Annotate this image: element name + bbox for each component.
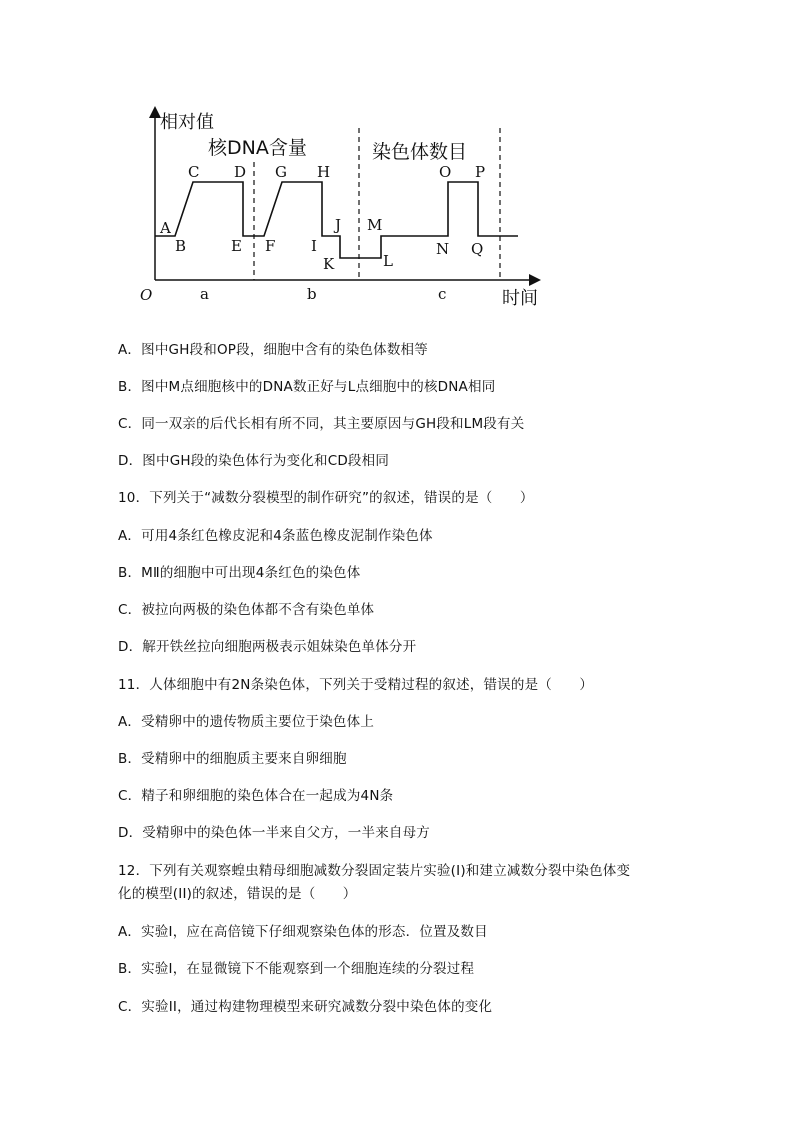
q11-option-b: B．受精卵中的细胞质主要来自卵细胞 [118, 751, 347, 767]
q10-option-a: A．可用4条红色橡皮泥和4条蓝色橡皮泥制作染色体 [118, 528, 433, 544]
question-12-line-1: 12．下列有关观察蝗虫精母细胞减数分裂固定装片实验(I)和建立减数分裂中染色体变 [118, 863, 631, 879]
point-label: A [160, 219, 171, 237]
point-label: I [311, 237, 317, 255]
option-c: C．同一双亲的后代长相有所不同，其主要原因与GH段和LM段有关 [118, 416, 525, 432]
q11-option-a: A．受精卵中的遗传物质主要位于染色体上 [118, 714, 375, 730]
option-b: B．图中M点细胞核中的DNA数正好与L点细胞中的核DNA相同 [118, 379, 496, 395]
question-10: 10．下列关于“减数分裂模型的制作研究”的叙述，错误的是（ ） [118, 490, 534, 506]
q12-option-b: B．实验I，在显微镜下不能观察到一个细胞连续的分裂过程 [118, 961, 475, 977]
option-d: D．图中GH段的染色体行为变化和CD段相同 [118, 453, 390, 469]
graph-svg [130, 100, 550, 315]
question-12-line-2: 化的模型(II)的叙述，错误的是（ ） [118, 886, 357, 902]
point-label: F [265, 237, 276, 255]
point-label: N [436, 240, 450, 258]
point-label: C [188, 163, 200, 181]
phase-label-a: a [200, 285, 209, 303]
y-axis-label: 相对值 [160, 112, 214, 133]
origin-label: O [140, 286, 153, 304]
x-axis-label: 时间 [502, 288, 538, 309]
section-label-dna: 核DNA含量 [208, 137, 307, 159]
question-11: 11．人体细胞中有2N条染色体，下列关于受精过程的叙述，错误的是（ ） [118, 677, 594, 693]
phase-label-c: c [438, 285, 447, 303]
point-label: P [475, 163, 486, 181]
phase-label-b: b [307, 285, 317, 303]
point-label: L [383, 252, 393, 270]
q11-option-d: D．受精卵中的染色体一半来自父方，一半来自母方 [118, 825, 430, 841]
point-label: B [175, 237, 187, 255]
point-label: M [367, 216, 383, 234]
q12-option-c: C．实验II，通过构建物理模型来研究减数分裂中染色体的变化 [118, 999, 493, 1015]
q10-option-d: D．解开铁丝拉向细胞两极表示姐妹染色单体分开 [118, 639, 417, 655]
q10-option-b: B．MⅡ的细胞中可出现4条红色的染色体 [118, 565, 361, 581]
point-label: E [231, 237, 242, 255]
q10-option-c: C．被拉向两极的染色体都不含有染色单体 [118, 602, 375, 618]
section-label-chromosome: 染色体数目 [372, 141, 468, 163]
dna-chromosome-graph [130, 100, 550, 315]
q11-option-c: C．精子和卵细胞的染色体合在一起成为4N条 [118, 788, 394, 804]
point-label: O [439, 163, 452, 181]
point-label: G [275, 163, 287, 181]
q12-option-a: A．实验I，应在高倍镜下仔细观察染色体的形态．位置及数目 [118, 924, 488, 940]
point-label: J [335, 216, 342, 234]
option-a: A．图中GH段和OP段，细胞中含有的染色体数相等 [118, 342, 428, 358]
point-label: Q [471, 240, 484, 258]
point-label: K [323, 255, 335, 273]
point-label: H [317, 163, 331, 181]
point-label: D [234, 163, 247, 181]
